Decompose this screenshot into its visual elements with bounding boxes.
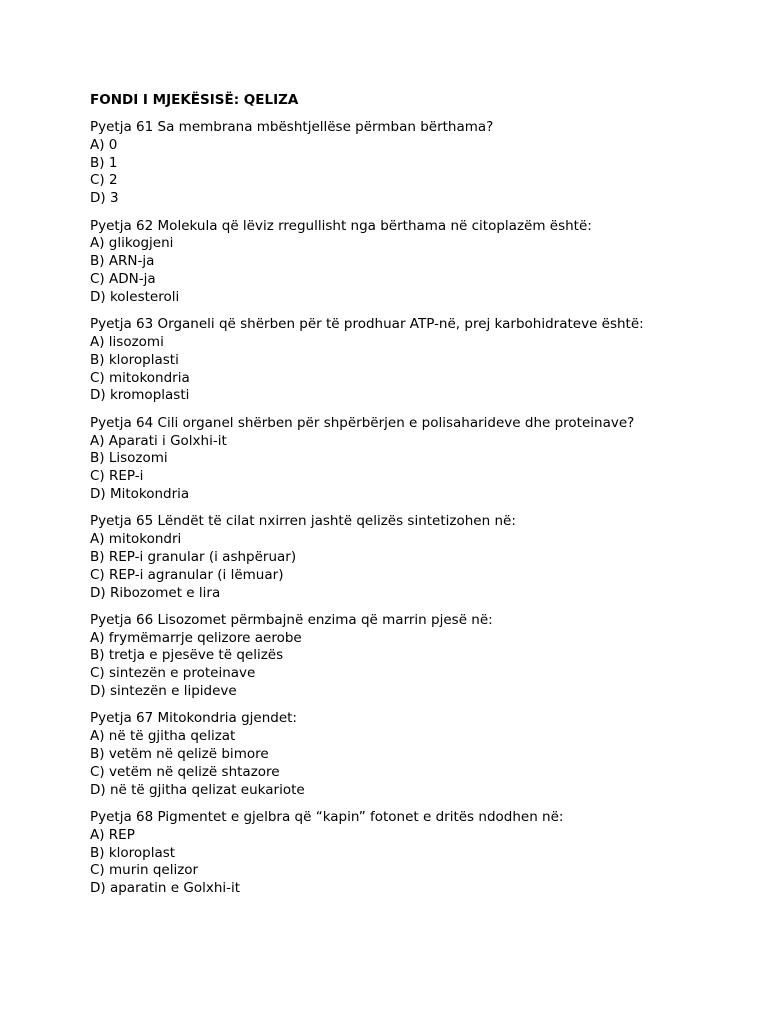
question-block xyxy=(90,316,730,405)
question-text xyxy=(90,809,730,827)
answer-option: C) sintezën e proteinave xyxy=(90,665,256,682)
answer-option: A) glikogjeni xyxy=(90,235,174,252)
answer-option: B) kloroplasti xyxy=(90,351,179,368)
answer-option: A) mitokondri xyxy=(90,531,182,548)
answer-option: B) ARN-ja xyxy=(90,253,155,270)
answer-option: D) 3 xyxy=(90,190,119,207)
answer-option: B) 1 xyxy=(90,154,118,171)
question-block xyxy=(90,218,730,307)
answer-option: D) Mitokondria xyxy=(90,485,190,502)
answer-option: C) ADN-ja xyxy=(90,270,156,287)
question-prompt: Organeli që shërben për të prodhuar ATP-në, prej karbohidrateve është: xyxy=(157,316,644,333)
answer-option: C) REP-i agranular (i lëmuar) xyxy=(90,566,284,583)
answer-option: A) frymëmarrje qelizore aerobe xyxy=(90,629,302,646)
answer-option: D) sintezën e lipideve xyxy=(90,683,237,700)
question-list xyxy=(90,119,730,898)
question-number: Pyetja 61 xyxy=(90,119,154,135)
answer-option: C) vetëm në qelizë shtazore xyxy=(90,763,280,780)
question-prompt: Mitokondria gjendet: xyxy=(157,710,297,727)
question-prompt: Lëndët të cilat nxirren jashtë qelizës sintetizohen në: xyxy=(157,513,516,530)
question-number: Pyetja 66 xyxy=(90,611,154,628)
answer-option: D) kromoplasti xyxy=(90,387,190,404)
question-block xyxy=(90,513,730,602)
question-prompt: Cili organel shërben për shpërbërjen e polisaharideve dhe proteinave? xyxy=(157,414,635,431)
question-text xyxy=(90,513,730,531)
question-block xyxy=(90,612,730,701)
question-block xyxy=(90,119,730,208)
question-number: Pyetja 64 xyxy=(90,414,154,431)
question-prompt: Molekula që lëviz rregullisht nga bërthama në citoplazëm është: xyxy=(157,217,592,234)
answer-option: A) 0 xyxy=(90,136,118,153)
document-title: FONDI I MJEKËSISË: QELIZA xyxy=(90,92,299,108)
question-number: Pyetja 62 xyxy=(90,217,154,234)
answer-option: A) lisozomi xyxy=(90,333,164,350)
question-block xyxy=(90,415,730,504)
answer-option: B) kloroplast xyxy=(90,844,176,861)
answer-option: C) REP-i xyxy=(90,468,144,485)
question-prompt: Sa membrana mbështjellëse përmban bërthama? xyxy=(157,119,494,135)
answer-option: B) tretja e pjesëve të qelizës xyxy=(90,647,284,664)
question-number: Pyetja 65 xyxy=(90,513,154,530)
answer-option: D) aparatin e Golxhi-it xyxy=(90,880,241,897)
answer-option: C) murin qelizor xyxy=(90,862,199,879)
question-number: Pyetja 68 xyxy=(90,809,154,826)
question-text xyxy=(90,710,730,728)
question-block xyxy=(90,710,730,799)
answer-option: A) REP xyxy=(90,826,135,843)
answer-option: C) mitokondria xyxy=(90,369,190,386)
question-text xyxy=(90,218,730,236)
answer-option: C) 2 xyxy=(90,172,118,189)
answer-option: B) vetëm në qelizë bimore xyxy=(90,746,269,763)
document-page xyxy=(90,91,730,908)
question-number: Pyetja 67 xyxy=(90,710,154,727)
answer-option: D) në të gjitha qelizat eukariote xyxy=(90,781,305,798)
question-text xyxy=(90,316,730,334)
question-prompt: Pigmentet e gjelbra që “kapin” fotonet e dritës ndodhen në: xyxy=(157,809,564,826)
answer-option: D) Ribozomet e lira xyxy=(90,584,221,601)
question-number: Pyetja 63 xyxy=(90,316,154,333)
answer-option: B) Lisozomi xyxy=(90,450,168,467)
answer-option: B) REP-i granular (i ashpëruar) xyxy=(90,548,297,565)
question-prompt: Lisozomet përmbajnë enzima që marrin pjesë në: xyxy=(157,611,493,628)
answer-option: A) në të gjitha qelizat xyxy=(90,728,236,745)
question-text xyxy=(90,415,730,433)
question-text xyxy=(90,612,730,630)
question-block xyxy=(90,809,730,898)
answer-option: D) kolesteroli xyxy=(90,288,180,305)
answer-option: A) Aparati i Golxhi-it xyxy=(90,432,227,449)
question-text xyxy=(90,119,730,137)
